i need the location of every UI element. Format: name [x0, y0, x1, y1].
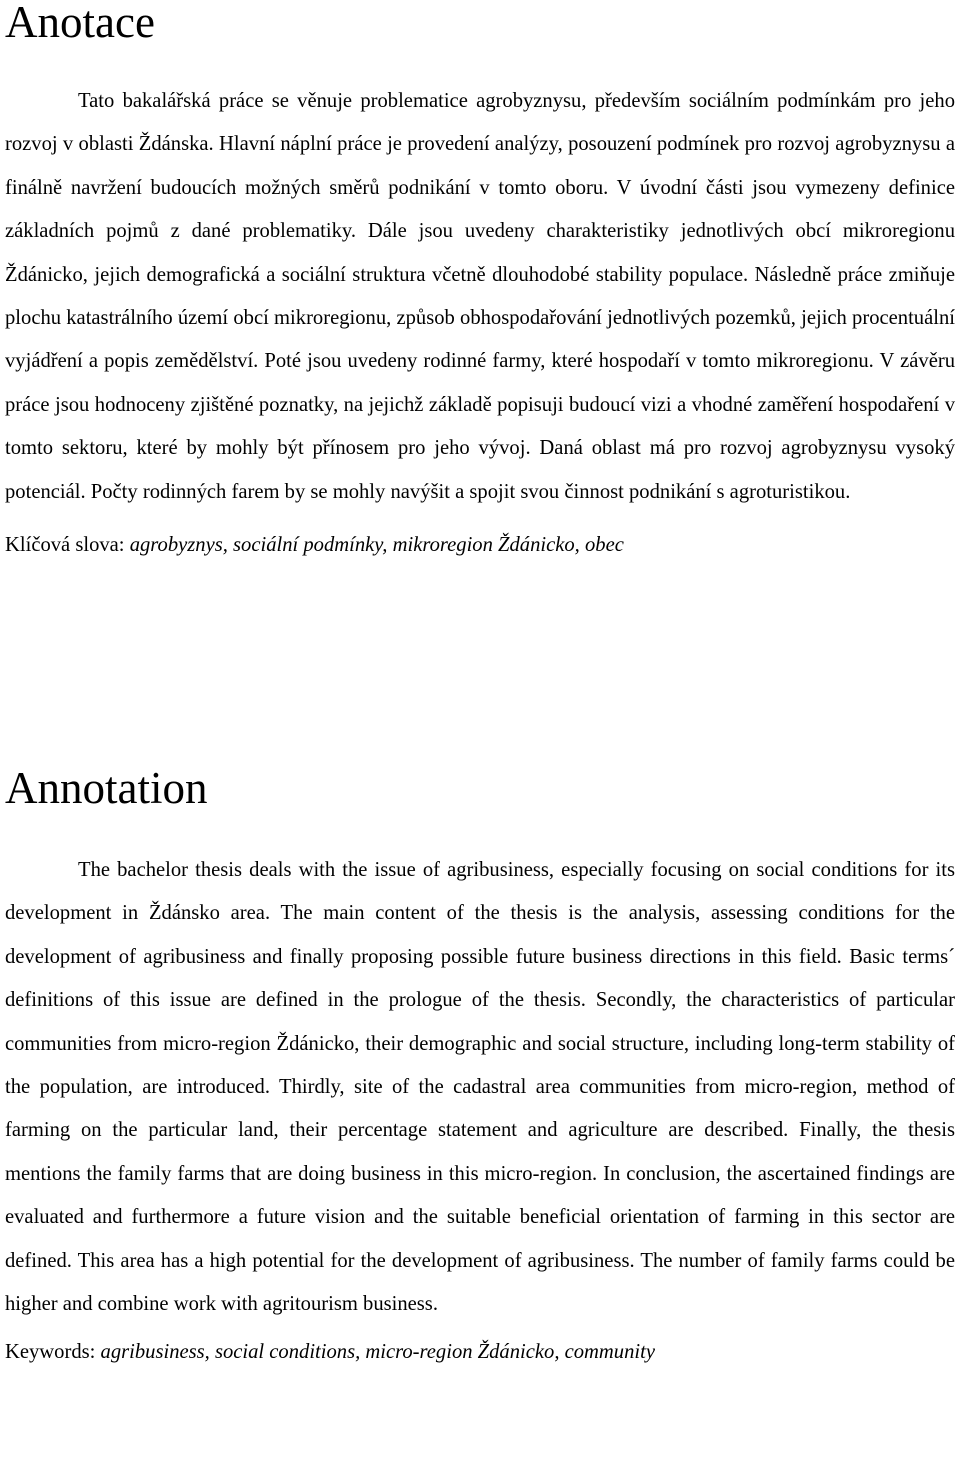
czech-keywords-line [5, 524, 955, 567]
english-annotation-section [5, 763, 955, 1375]
czech-keywords-value: agrobyznys, sociální podmínky, mikroregion Ždánicko, obec [129, 534, 624, 557]
english-keywords-line [5, 1331, 955, 1374]
english-keywords-label: Keywords: [5, 1341, 101, 1364]
english-abstract-paragraph: The bachelor thesis deals with the issue of agribusiness, especially focusing on social conditions for its development in Ždánsko area. The main content of the thesis is the analysis, assessing conditions for the development of agribusiness and finally proposing possible future business directions in this field. Basic terms´ definitions of this issue are defined in the prologue of the thesis. Secondly, the characteristics of particular communities from micro-region Ždánicko, their demographic and social structure, including long-term stability of the population, are introduced. Thirdly, site of the cadastral area communities from micro-region, method of farming on the particular land, their percentage statement and agriculture are described. Finally, the thesis mentions the family farms that are doing business in this micro-region. In conclusion, the ascertained findings are evaluated and furthermore a future vision and the suitable beneficial orientation of farming in this sector are defined. This area has a high potential for the development of agribusiness. The number of family farms could be higher and combine work with agritourism business. [5, 859, 955, 1316]
czech-keywords-label: Klíčová slova: [5, 534, 130, 557]
english-heading: Annotation [5, 763, 208, 813]
czech-annotation-section [5, 0, 955, 567]
czech-heading: Anotace [5, 0, 155, 47]
czech-abstract-paragraph: Tato bakalářská práce se věnuje problematice agrobyznysu, především sociálním podmínkám pro jeho rozvoj v oblasti Ždánska. Hlavní náplní práce je provedení analýzy, posouzení podmínek pro rozvoj agrobyznysu a finálně navržení budoucích možných směrů podnikání v tomto oboru. V úvodní části jsou vymezeny definice základních pojmů z dané problematiky. Dále jsou uvedeny charakteristiky jednotlivých obcí mikroregionu Ždánicko, jejich demografická a sociální struktura včetně dlouhodobé stability populace. Následně práce zmiňuje plochu katastrálního území obcí mikroregionu, způsob obhospodařování jednotlivých pozemků, jejich procentuální vyjádření a popis zemědělství. Poté jsou uvedeny rodinné farmy, které hospodaří v tomto mikroregionu. V závěru práce jsou hodnoceny zjištěné poznatky, na jejichž základě popisuji budoucí vizi a vhodné zaměření hospodaření v tomto sektoru, které by mohly být přínosem pro jeho vývoj. Daná oblast má pro rozvoj agrobyznysu vysoký potenciál. Počty rodinných farem by se mohly navýšit a spojit svou činnost podnikání s agroturistikou. [5, 90, 955, 503]
english-keywords-value: agribusiness, social conditions, micro-region Ždánicko, community [100, 1341, 655, 1364]
